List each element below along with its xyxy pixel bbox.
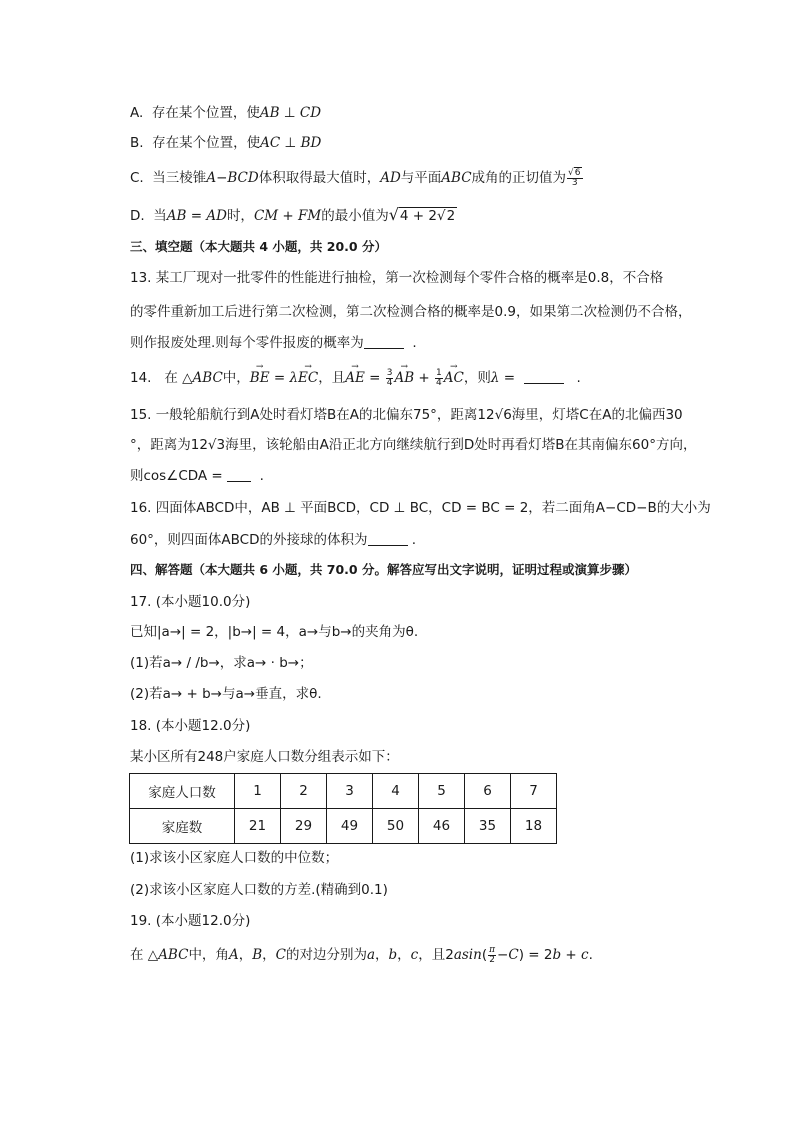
section-4-heading: 四、解答题（本大题共 6 小题，共 70.0 分。解答应写出文字说明，证明过程或演算步骤） xyxy=(130,562,637,577)
option-c: C. 当三棱锥A−BCD体积取得最大值时，AD与平面ABC成角的正切值为 $\frac{√6}{3}$ xyxy=(130,167,581,188)
q15-line-3: 则cos∠CDA = . xyxy=(130,468,264,484)
table-cell: 18 xyxy=(511,809,557,844)
answer-blank[interactable] xyxy=(227,467,251,482)
q18-part-2: (2)求该小区家庭人口数的方差.(精确到0.1) xyxy=(130,882,388,898)
q14: 14. 在 △ABC中，→ BE = λ→ EC，且→ AE = $\frac{3}{4}$ → AB + $\frac{1}{4}$ → AC，则λ = . xyxy=(130,368,581,388)
q15-line-2: °，距离为12√3海里，该轮船由A沿正北方向继续航行到D处时再看灯塔B在其南偏东60°方向， xyxy=(130,437,697,453)
family-size-table xyxy=(129,773,557,844)
table-cell: 49 xyxy=(327,809,373,844)
q13-line-3-text: 则作报废处理.则每个零件报废的概率为 xyxy=(130,335,364,351)
table-cell: 21 xyxy=(235,809,281,844)
q13-line-3: 则作报废处理.则每个零件报废的概率为 . xyxy=(130,335,417,351)
q17-part-2: (2)若a→ + b→与a→垂直，求θ. xyxy=(130,686,322,702)
answer-blank[interactable] xyxy=(368,531,408,546)
q16-line-2: 60°，则四面体ABCD的外接球的体积为 . xyxy=(130,532,417,548)
q19-title: 19. (本小题12.0分) xyxy=(130,913,251,929)
table-row xyxy=(130,774,557,809)
table-cell: 2 xyxy=(281,774,327,809)
option-b: B. 存在某个位置，使AC ⊥ BD xyxy=(130,135,322,151)
q19-stem: 在 △ABC中，角A，B，C的对边分别为a，b，c，且2asin( $\frac{\pi}{2}$ −C) = 2b + c. xyxy=(130,944,593,965)
q18-part-1: (1)求该小区家庭人口数的中位数； xyxy=(130,850,339,866)
q13-line-2: 的零件重新加工后进行第二次检测，第二次检测合格的概率是0.9，如果第二次检测仍不合格， xyxy=(130,304,692,320)
table-cell: 29 xyxy=(281,809,327,844)
table-cell: 6 xyxy=(465,774,511,809)
row-header: 家庭数 xyxy=(130,809,235,844)
table-cell: 35 xyxy=(465,809,511,844)
row-header: 家庭人口数 xyxy=(130,774,235,809)
q13-line-1: 13. 某工厂现对一批零件的性能进行抽检，第一次检测每个零件合格的概率是0.8，不合格 xyxy=(130,270,664,286)
table-cell: 7 xyxy=(511,774,557,809)
answer-blank[interactable] xyxy=(524,369,564,384)
table-cell: 50 xyxy=(373,809,419,844)
q17-title: 17. (本小题10.0分) xyxy=(130,594,251,610)
q17-stem: 已知|a→| = 2，|b→| = 4，a→与b→的夹角为θ. xyxy=(130,624,419,640)
option-d: D. 当AB = AD时，CM + FM的最小值为√4 + 2√2 xyxy=(130,205,456,224)
q18-stem: 某小区所有248户家庭人口数分组表示如下： xyxy=(130,749,399,765)
q16-line-2-text: 60°，则四面体ABCD的外接球的体积为 xyxy=(130,532,368,548)
answer-blank[interactable] xyxy=(364,334,404,349)
q17-part-1: (1)若a→ / /b→，求a→ · b→； xyxy=(130,655,313,671)
q18-title: 18. (本小题12.0分) xyxy=(130,718,251,734)
option-a: A. 存在某个位置，使AB ⊥ CD xyxy=(130,105,322,121)
table-cell: 3 xyxy=(327,774,373,809)
table-cell: 46 xyxy=(419,809,465,844)
section-3-heading: 三、填空题（本大题共 4 小题，共 20.0 分） xyxy=(130,239,387,254)
table-cell: 4 xyxy=(373,774,419,809)
table-cell: 1 xyxy=(235,774,281,809)
table-cell: 5 xyxy=(419,774,465,809)
table-row xyxy=(130,809,557,844)
q15-line-1: 15. 一般轮船航行到A处时看灯塔B在A的北偏东75°，距离12√6海里，灯塔C在A的北偏西30 xyxy=(130,407,683,423)
q16-line-1: 16. 四面体ABCD中，AB ⊥ 平面BCD，CD ⊥ BC，CD = BC = 2，若二面角A−CD−B的大小为 xyxy=(130,500,711,516)
q15-line-3-text: 则cos∠CDA = xyxy=(130,468,223,484)
